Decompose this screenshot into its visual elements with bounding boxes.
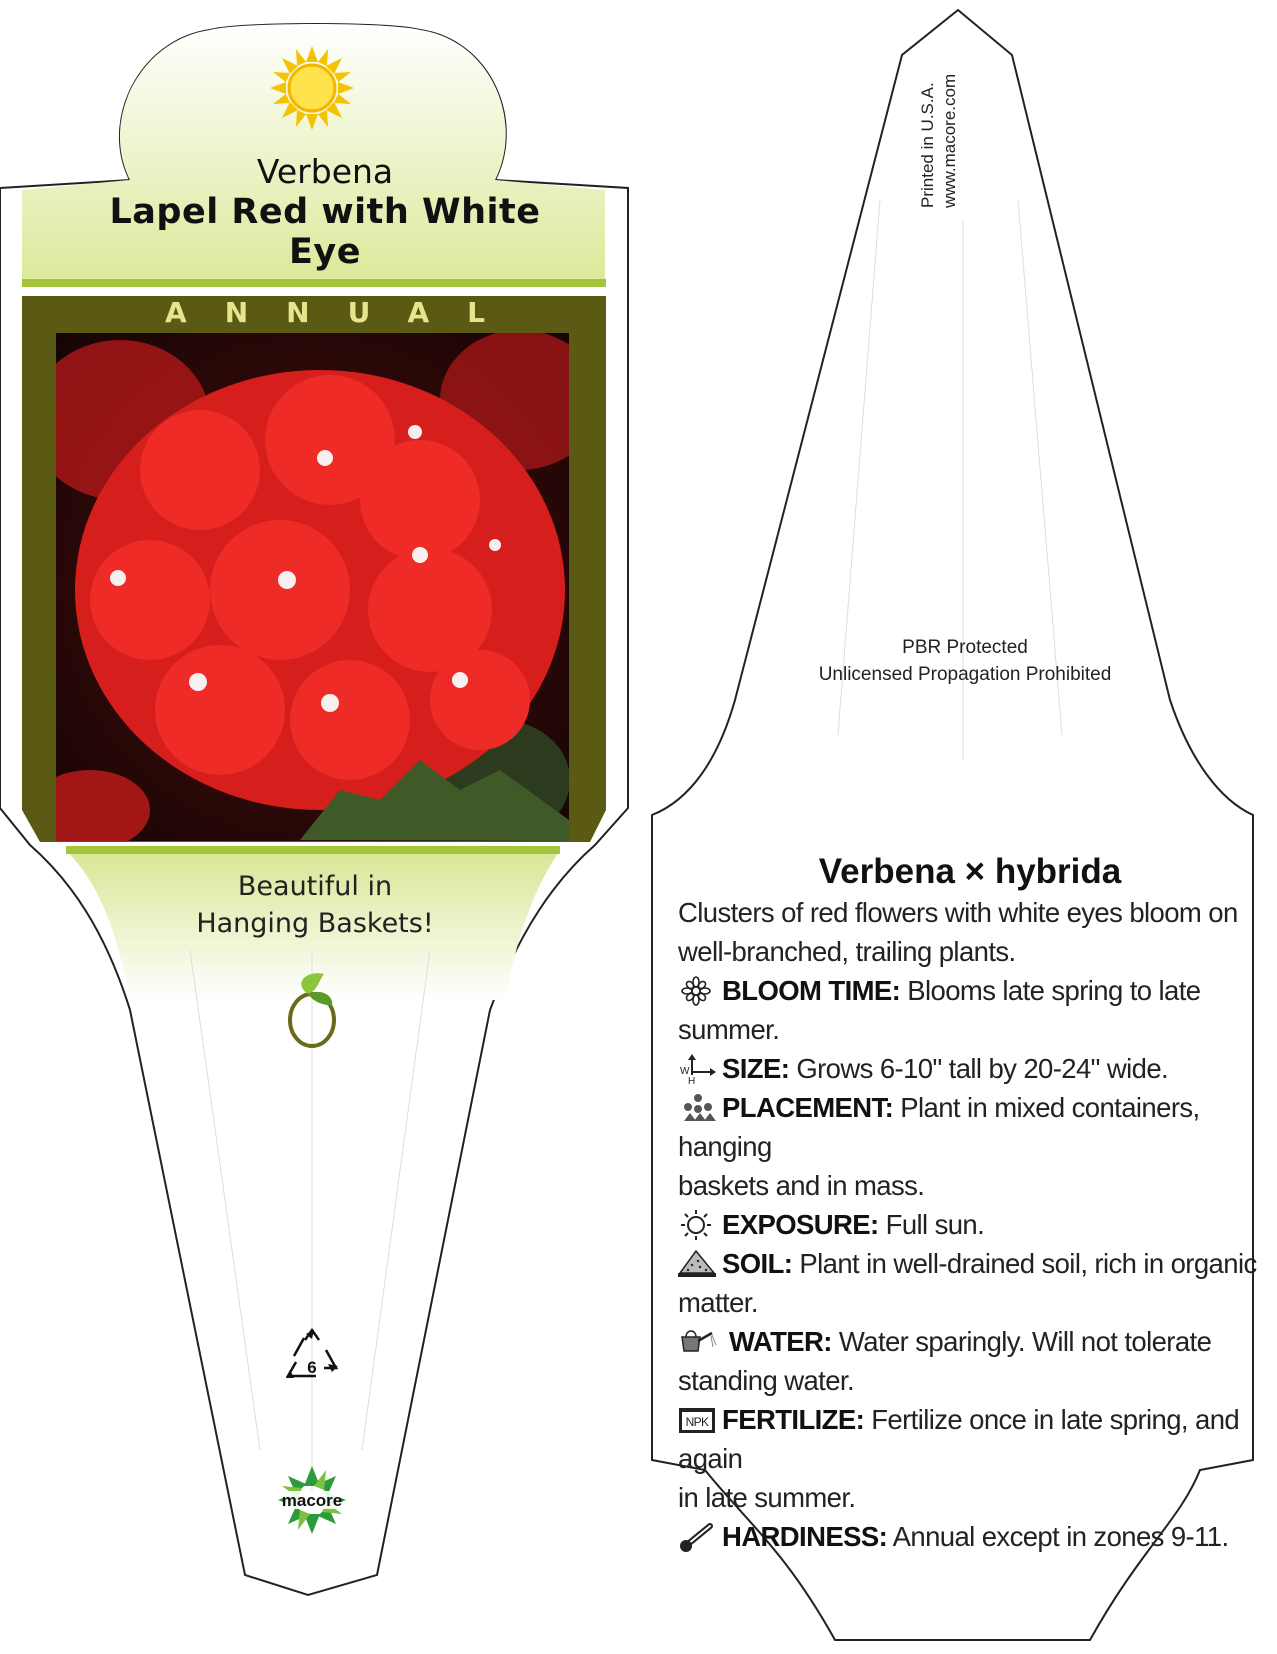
sun-icon (270, 46, 354, 130)
exposure-text: Full sun. (885, 1209, 985, 1240)
description-line1: Clusters of red flowers with white eyes bloom on (678, 897, 1238, 928)
printed-in-text: Printed in U.S.A. (918, 82, 937, 208)
care-item-placement (678, 1088, 1263, 1166)
care-item-size (678, 1049, 1263, 1088)
care-item-soil (678, 1244, 1263, 1283)
bloom-label: BLOOM TIME: (722, 975, 901, 1006)
plant-title (40, 152, 610, 272)
flower-photo (30, 330, 600, 850)
soil-text-cont: matter. (678, 1287, 758, 1318)
placement-label: PLACEMENT: (722, 1092, 894, 1123)
brand-name: macore (281, 1491, 343, 1510)
care-description (678, 893, 1263, 1556)
botanical-name: Verbena × hybrida (818, 852, 1122, 891)
pbr-notice (780, 634, 1150, 688)
fertilize-text-cont: in late summer. (678, 1482, 856, 1513)
size-label: SIZE: (722, 1053, 790, 1084)
soil-text: Plant in well-drained soil, rich in organic (799, 1248, 1257, 1279)
variety-name-line1: Lapel Red with White (109, 192, 541, 232)
category-label: ANNUAL (165, 296, 523, 329)
soil-label: SOIL: (722, 1248, 793, 1279)
title-band-rule (22, 279, 606, 287)
pbr-line2: Unlicensed Propagation Prohibited (818, 664, 1112, 685)
exposure-label: EXPOSURE: (722, 1209, 879, 1240)
care-item-bloom (678, 971, 1263, 1049)
soil-icon (678, 1249, 718, 1279)
tagline-line1: Beautiful in (237, 871, 393, 902)
print-info (918, 50, 988, 220)
hardiness-text: Annual except in zones 9-11. (892, 1521, 1229, 1552)
care-item-exposure (678, 1205, 1263, 1244)
variety-name-line2: Eye (289, 232, 361, 272)
size-icon (678, 1054, 718, 1084)
care-item-fertilize (678, 1400, 1263, 1478)
npk-icon (678, 1405, 718, 1435)
placement-text-cont: baskets and in mass. (678, 1170, 925, 1201)
tagline (100, 868, 530, 942)
water-label: WATER: (729, 1326, 832, 1357)
hardiness-label: HARDINESS: (722, 1521, 888, 1552)
recycle-code: 6 (307, 1358, 317, 1377)
care-item-hardiness (678, 1517, 1263, 1556)
size-text: Grows 6-10" tall by 20-24" wide. (796, 1053, 1169, 1084)
placement-icon (678, 1093, 718, 1123)
website-text: www.macore.com (940, 73, 959, 208)
tagline-line2: Hanging Baskets! (196, 908, 434, 939)
thermometer-icon (678, 1522, 718, 1552)
water-text: Water sparingly. Will not tolerate (838, 1326, 1212, 1357)
placement-text: Plant in mixed containers, hanging (678, 1092, 1200, 1162)
water-text-cont: standing water. (678, 1365, 854, 1396)
tagline-band-rule (66, 846, 560, 854)
genus-name: Verbena (256, 152, 394, 191)
sun-icon (678, 1210, 718, 1240)
care-item-water (678, 1322, 1263, 1361)
fertilize-text: Fertilize once in late spring, and again (678, 1404, 1240, 1474)
fertilize-label: FERTILIZE: (722, 1404, 865, 1435)
watering-can-icon (678, 1327, 718, 1357)
size-icon-w: W (680, 1066, 689, 1077)
description-line2: well-branched, trailing plants. (678, 936, 1016, 967)
size-icon-h: H (688, 1076, 695, 1084)
pbr-line1: PBR Protected (902, 637, 1028, 658)
bloom-text: Blooms late spring to late summer. (678, 975, 1201, 1045)
npk-text: NPK (685, 1415, 709, 1429)
flower-icon (678, 976, 718, 1006)
